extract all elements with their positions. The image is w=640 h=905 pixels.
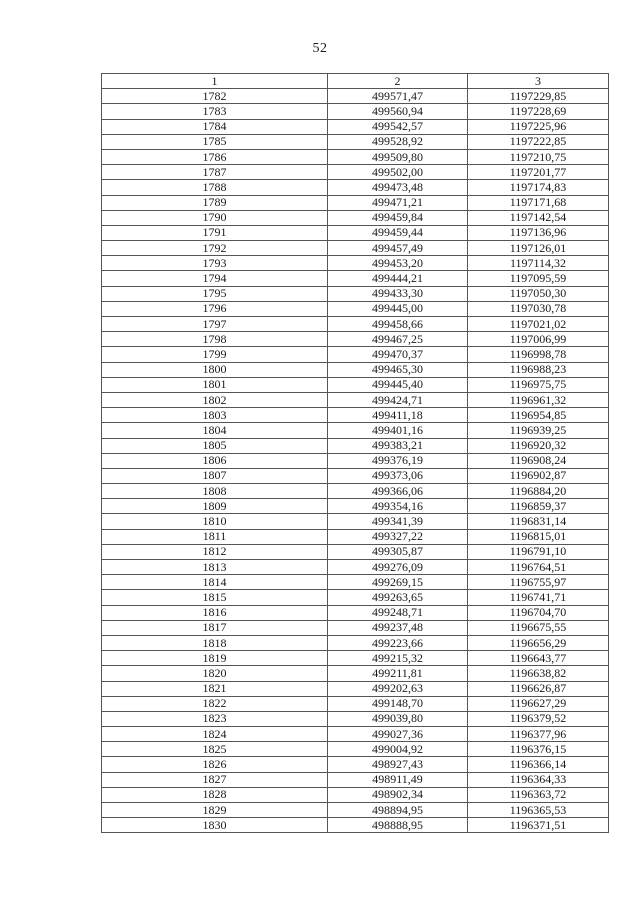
cell-y-coordinate: 1196363,72 xyxy=(468,787,609,802)
cell-point-number: 1809 xyxy=(102,499,328,514)
cell-x-coordinate: 499445,40 xyxy=(328,377,468,392)
cell-point-number: 1797 xyxy=(102,317,328,332)
cell-y-coordinate: 1196920,32 xyxy=(468,438,609,453)
cell-y-coordinate: 1196704,70 xyxy=(468,605,609,620)
cell-point-number: 1816 xyxy=(102,605,328,620)
table-row xyxy=(102,803,609,818)
table-row xyxy=(102,134,609,149)
cell-point-number: 1817 xyxy=(102,620,328,635)
cell-x-coordinate: 499305,87 xyxy=(328,544,468,559)
table-row xyxy=(102,104,609,119)
cell-y-coordinate: 1197228,69 xyxy=(468,104,609,119)
cell-y-coordinate: 1196643,77 xyxy=(468,651,609,666)
table-row xyxy=(102,453,609,468)
cell-x-coordinate: 499383,21 xyxy=(328,438,468,453)
table-row xyxy=(102,772,609,787)
cell-y-coordinate: 1196627,29 xyxy=(468,696,609,711)
cell-x-coordinate: 498927,43 xyxy=(328,757,468,772)
cell-y-coordinate: 1196377,96 xyxy=(468,727,609,742)
table-row xyxy=(102,377,609,392)
table-row xyxy=(102,468,609,483)
cell-x-coordinate: 499373,06 xyxy=(328,468,468,483)
cell-x-coordinate: 499528,92 xyxy=(328,134,468,149)
cell-point-number: 1808 xyxy=(102,484,328,499)
cell-point-number: 1784 xyxy=(102,119,328,134)
table-row xyxy=(102,499,609,514)
cell-y-coordinate: 1197225,96 xyxy=(468,119,609,134)
cell-point-number: 1802 xyxy=(102,392,328,407)
table-row xyxy=(102,210,609,225)
table-row xyxy=(102,757,609,772)
table-header xyxy=(102,74,609,89)
cell-x-coordinate: 499411,18 xyxy=(328,408,468,423)
cell-y-coordinate: 1197006,99 xyxy=(468,332,609,347)
cell-point-number: 1785 xyxy=(102,134,328,149)
table-row xyxy=(102,484,609,499)
cell-point-number: 1805 xyxy=(102,438,328,453)
cell-x-coordinate: 499401,16 xyxy=(328,423,468,438)
cell-x-coordinate: 499509,80 xyxy=(328,149,468,164)
table-row xyxy=(102,666,609,681)
cell-y-coordinate: 1196379,52 xyxy=(468,711,609,726)
table-row xyxy=(102,727,609,742)
table-row xyxy=(102,362,609,377)
table-row xyxy=(102,165,609,180)
cell-x-coordinate: 499459,44 xyxy=(328,225,468,240)
cell-point-number: 1820 xyxy=(102,666,328,681)
cell-x-coordinate: 499502,00 xyxy=(328,165,468,180)
cell-point-number: 1829 xyxy=(102,803,328,818)
cell-point-number: 1813 xyxy=(102,560,328,575)
cell-y-coordinate: 1196656,29 xyxy=(468,635,609,650)
table-row xyxy=(102,635,609,650)
cell-x-coordinate: 499223,66 xyxy=(328,635,468,650)
cell-y-coordinate: 1196675,55 xyxy=(468,620,609,635)
table-row xyxy=(102,119,609,134)
table-row xyxy=(102,423,609,438)
cell-y-coordinate: 1196755,97 xyxy=(468,575,609,590)
table-row xyxy=(102,180,609,195)
cell-point-number: 1819 xyxy=(102,651,328,666)
cell-x-coordinate: 498888,95 xyxy=(328,818,468,833)
cell-y-coordinate: 1197095,59 xyxy=(468,271,609,286)
cell-x-coordinate: 499327,22 xyxy=(328,529,468,544)
cell-x-coordinate: 499542,57 xyxy=(328,119,468,134)
cell-x-coordinate: 499202,63 xyxy=(328,681,468,696)
cell-x-coordinate: 498911,49 xyxy=(328,772,468,787)
table-row xyxy=(102,225,609,240)
cell-y-coordinate: 1196791,10 xyxy=(468,544,609,559)
cell-point-number: 1824 xyxy=(102,727,328,742)
table-row xyxy=(102,271,609,286)
cell-x-coordinate: 499004,92 xyxy=(328,742,468,757)
cell-x-coordinate: 499341,39 xyxy=(328,514,468,529)
cell-point-number: 1783 xyxy=(102,104,328,119)
cell-point-number: 1793 xyxy=(102,256,328,271)
cell-y-coordinate: 1196366,14 xyxy=(468,757,609,772)
cell-x-coordinate: 498902,34 xyxy=(328,787,468,802)
table-row xyxy=(102,575,609,590)
cell-y-coordinate: 1197174,83 xyxy=(468,180,609,195)
page-number: 52 xyxy=(312,41,328,56)
cell-y-coordinate: 1196998,78 xyxy=(468,347,609,362)
cell-point-number: 1782 xyxy=(102,89,328,104)
cell-y-coordinate: 1197050,30 xyxy=(468,286,609,301)
cell-y-coordinate: 1197030,78 xyxy=(468,301,609,316)
cell-x-coordinate: 499366,06 xyxy=(328,484,468,499)
cell-point-number: 1810 xyxy=(102,514,328,529)
cell-x-coordinate: 499433,30 xyxy=(328,286,468,301)
cell-y-coordinate: 1196741,71 xyxy=(468,590,609,605)
table-row xyxy=(102,681,609,696)
cell-y-coordinate: 1197021,02 xyxy=(468,317,609,332)
cell-x-coordinate: 499027,36 xyxy=(328,727,468,742)
cell-y-coordinate: 1196764,51 xyxy=(468,560,609,575)
table-row xyxy=(102,408,609,423)
cell-point-number: 1811 xyxy=(102,529,328,544)
table-row xyxy=(102,392,609,407)
cell-x-coordinate: 499248,71 xyxy=(328,605,468,620)
table-row xyxy=(102,332,609,347)
cell-x-coordinate: 499471,21 xyxy=(328,195,468,210)
cell-point-number: 1799 xyxy=(102,347,328,362)
cell-y-coordinate: 1196376,15 xyxy=(468,742,609,757)
cell-y-coordinate: 1196859,37 xyxy=(468,499,609,514)
column-header-x: 2 xyxy=(328,74,468,89)
cell-x-coordinate: 499263,65 xyxy=(328,590,468,605)
cell-x-coordinate: 499560,94 xyxy=(328,104,468,119)
table-row xyxy=(102,590,609,605)
cell-point-number: 1790 xyxy=(102,210,328,225)
cell-y-coordinate: 1197114,32 xyxy=(468,256,609,271)
cell-y-coordinate: 1196961,32 xyxy=(468,392,609,407)
cell-point-number: 1800 xyxy=(102,362,328,377)
table-row xyxy=(102,711,609,726)
cell-y-coordinate: 1196939,25 xyxy=(468,423,609,438)
cell-x-coordinate: 499424,71 xyxy=(328,392,468,407)
cell-y-coordinate: 1196884,20 xyxy=(468,484,609,499)
cell-x-coordinate: 499269,15 xyxy=(328,575,468,590)
cell-x-coordinate: 499444,21 xyxy=(328,271,468,286)
cell-x-coordinate: 499473,48 xyxy=(328,180,468,195)
cell-x-coordinate: 499467,25 xyxy=(328,332,468,347)
table-header-row xyxy=(102,74,609,89)
cell-point-number: 1791 xyxy=(102,225,328,240)
cell-y-coordinate: 1196365,53 xyxy=(468,803,609,818)
cell-x-coordinate: 499457,49 xyxy=(328,241,468,256)
cell-y-coordinate: 1197210,75 xyxy=(468,149,609,164)
cell-y-coordinate: 1197201,77 xyxy=(468,165,609,180)
cell-x-coordinate: 499458,66 xyxy=(328,317,468,332)
cell-point-number: 1803 xyxy=(102,408,328,423)
cell-point-number: 1826 xyxy=(102,757,328,772)
cell-y-coordinate: 1196902,87 xyxy=(468,468,609,483)
cell-y-coordinate: 1196988,23 xyxy=(468,362,609,377)
cell-point-number: 1828 xyxy=(102,787,328,802)
cell-x-coordinate: 499215,32 xyxy=(328,651,468,666)
table-row xyxy=(102,620,609,635)
table-body xyxy=(102,89,609,833)
table-row xyxy=(102,286,609,301)
cell-point-number: 1789 xyxy=(102,195,328,210)
table-row xyxy=(102,544,609,559)
cell-x-coordinate: 499470,37 xyxy=(328,347,468,362)
cell-point-number: 1815 xyxy=(102,590,328,605)
table-row xyxy=(102,149,609,164)
cell-point-number: 1822 xyxy=(102,696,328,711)
cell-x-coordinate: 499211,81 xyxy=(328,666,468,681)
cell-point-number: 1788 xyxy=(102,180,328,195)
cell-point-number: 1823 xyxy=(102,711,328,726)
cell-point-number: 1786 xyxy=(102,149,328,164)
table-row xyxy=(102,301,609,316)
cell-point-number: 1795 xyxy=(102,286,328,301)
cell-x-coordinate: 499445,00 xyxy=(328,301,468,316)
table-row xyxy=(102,195,609,210)
cell-x-coordinate: 499039,80 xyxy=(328,711,468,726)
cell-y-coordinate: 1197171,68 xyxy=(468,195,609,210)
cell-y-coordinate: 1197136,96 xyxy=(468,225,609,240)
cell-point-number: 1807 xyxy=(102,468,328,483)
table-row xyxy=(102,241,609,256)
table-row xyxy=(102,256,609,271)
table-row xyxy=(102,742,609,757)
cell-point-number: 1787 xyxy=(102,165,328,180)
table-row xyxy=(102,317,609,332)
cell-y-coordinate: 1196831,14 xyxy=(468,514,609,529)
cell-point-number: 1827 xyxy=(102,772,328,787)
cell-y-coordinate: 1196364,33 xyxy=(468,772,609,787)
cell-y-coordinate: 1196975,75 xyxy=(468,377,609,392)
cell-x-coordinate: 498894,95 xyxy=(328,803,468,818)
cell-x-coordinate: 499465,30 xyxy=(328,362,468,377)
table-row xyxy=(102,438,609,453)
cell-point-number: 1818 xyxy=(102,635,328,650)
cell-y-coordinate: 1197222,85 xyxy=(468,134,609,149)
cell-point-number: 1798 xyxy=(102,332,328,347)
column-header-point: 1 xyxy=(102,74,328,89)
cell-x-coordinate: 499354,16 xyxy=(328,499,468,514)
cell-y-coordinate: 1197229,85 xyxy=(468,89,609,104)
cell-point-number: 1794 xyxy=(102,271,328,286)
table-row xyxy=(102,347,609,362)
table-row xyxy=(102,529,609,544)
cell-x-coordinate: 499276,09 xyxy=(328,560,468,575)
table-row xyxy=(102,696,609,711)
cell-y-coordinate: 1197142,54 xyxy=(468,210,609,225)
table-row xyxy=(102,89,609,104)
cell-x-coordinate: 499453,20 xyxy=(328,256,468,271)
table-row xyxy=(102,560,609,575)
cell-y-coordinate: 1196815,01 xyxy=(468,529,609,544)
table-row xyxy=(102,514,609,529)
cell-point-number: 1812 xyxy=(102,544,328,559)
cell-point-number: 1806 xyxy=(102,453,328,468)
column-header-y: 3 xyxy=(468,74,609,89)
cell-y-coordinate: 1196638,82 xyxy=(468,666,609,681)
table-row xyxy=(102,651,609,666)
cell-point-number: 1792 xyxy=(102,241,328,256)
table-row xyxy=(102,818,609,833)
coordinates-table xyxy=(101,73,609,833)
cell-x-coordinate: 499571,47 xyxy=(328,89,468,104)
cell-point-number: 1821 xyxy=(102,681,328,696)
cell-y-coordinate: 1196954,85 xyxy=(468,408,609,423)
cell-x-coordinate: 499148,70 xyxy=(328,696,468,711)
cell-point-number: 1830 xyxy=(102,818,328,833)
cell-point-number: 1796 xyxy=(102,301,328,316)
table-row xyxy=(102,787,609,802)
cell-x-coordinate: 499376,19 xyxy=(328,453,468,468)
table-row xyxy=(102,605,609,620)
cell-y-coordinate: 1196626,87 xyxy=(468,681,609,696)
cell-y-coordinate: 1197126,01 xyxy=(468,241,609,256)
cell-point-number: 1804 xyxy=(102,423,328,438)
cell-x-coordinate: 499237,48 xyxy=(328,620,468,635)
cell-y-coordinate: 1196908,24 xyxy=(468,453,609,468)
cell-y-coordinate: 1196371,51 xyxy=(468,818,609,833)
cell-point-number: 1801 xyxy=(102,377,328,392)
cell-point-number: 1825 xyxy=(102,742,328,757)
cell-x-coordinate: 499459,84 xyxy=(328,210,468,225)
cell-point-number: 1814 xyxy=(102,575,328,590)
